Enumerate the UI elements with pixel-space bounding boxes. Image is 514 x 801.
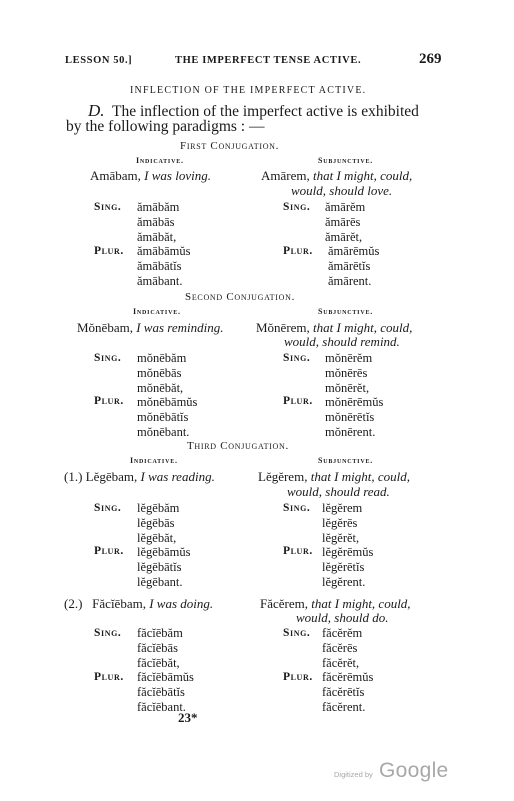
third-a-subjunctive-main [258, 469, 410, 485]
first-ind-translation: I was loving. [144, 168, 211, 183]
first-subj-sing-label: Sing. [283, 201, 311, 213]
form: făcĭēbāmŭs [137, 670, 194, 684]
first-subjunctive-main [261, 168, 412, 184]
third-b-ind-sing-label: Sing. [94, 627, 122, 639]
third-a-subj-plur-label: Plur. [283, 545, 313, 557]
form: lĕgēbant. [137, 575, 183, 589]
form: mŏnērēs [325, 366, 368, 380]
page-number: 269 [419, 51, 442, 67]
form: ămābant. [137, 274, 183, 288]
form: făcĕrent. [322, 700, 366, 714]
first-ind-sing-label: Sing. [94, 201, 122, 213]
form: făcĕrĕt, [322, 656, 360, 670]
form: lĕgĕrēs [322, 516, 358, 530]
third-a-subj-translation-2: would, should read. [287, 484, 390, 499]
third-a-ind-plur-label: Plur. [94, 545, 124, 557]
third-b-subjunctive-main-2 [296, 610, 388, 626]
third-a-indicative-main [64, 469, 215, 485]
form: mŏnērent. [325, 425, 376, 439]
form: mŏnēbātĭs [137, 410, 189, 424]
first-conjugation-heading: First Conjugation. [180, 140, 280, 152]
form: făcĭēbant. [137, 700, 186, 714]
third-a-subj-word: Lĕgĕrem, [258, 469, 308, 484]
form: ămārĕt, [325, 230, 363, 244]
form: ămābăm [137, 200, 180, 214]
third-b-ind-word: Făcĭēbam, [92, 596, 146, 611]
intro-label: D. [88, 101, 105, 120]
form: lĕgēbăm [137, 501, 180, 515]
form: făcĕrēs [322, 641, 358, 655]
form: lĕgĕrētĭs [322, 560, 365, 574]
third-b-subj-plur-label: Plur. [283, 671, 313, 683]
third-b-ind-translation: I was doing. [149, 596, 214, 611]
form: lĕgēbātĭs [137, 560, 182, 574]
third-subjunctive-head: Subjunctive. [318, 456, 374, 465]
running-header-title: THE IMPERFECT TENSE ACTIVE. [175, 55, 362, 66]
first-subj-plur-label: Plur. [283, 245, 313, 257]
form: mŏnērēmŭs [325, 395, 384, 409]
third-a-ind-sing-label: Sing. [94, 502, 122, 514]
form: lĕgĕrent. [322, 575, 366, 589]
third-indicative-head: Indicative. [130, 456, 178, 465]
first-ind-word: Amābam, [90, 168, 141, 183]
form: mŏnērētĭs [325, 410, 375, 424]
intro-line-2: by the following paradigms : — [66, 118, 265, 135]
signature-mark: 23* [178, 710, 198, 725]
third-a-number: (1.) [64, 469, 83, 484]
third-a-ind-translation: I was reading. [140, 469, 215, 484]
section-title: INFLECTION OF THE IMPERFECT ACTIVE. [130, 85, 367, 96]
second-ind-plur-label: Plur. [94, 395, 124, 407]
third-a-subj-sing-label: Sing. [283, 502, 311, 514]
watermark-logo: Google [379, 759, 449, 782]
form: lĕgēbăt, [137, 531, 177, 545]
second-conjugation-heading: Second Conjugation. [185, 291, 296, 303]
second-indicative-head: Indicative. [133, 307, 181, 316]
running-header-lesson: LESSON 50.] [65, 55, 133, 66]
form: mŏnērĕm [325, 351, 373, 365]
first-subj-translation-2: would, should love. [291, 183, 393, 198]
second-ind-translation: I was reminding. [136, 320, 224, 335]
first-subj-translation-1: that I might, could, [312, 168, 413, 183]
third-b-indicative-main [64, 596, 213, 612]
form: lĕgēbās [137, 516, 175, 530]
second-subjunctive-main-2 [284, 334, 400, 350]
form: ămārĕm [325, 200, 366, 214]
second-ind-sing-label: Sing. [94, 352, 122, 364]
third-b-number: (2.) [64, 596, 83, 611]
first-ind-plur-label: Plur. [94, 245, 124, 257]
form: lĕgĕrĕt, [322, 531, 360, 545]
form: ămābātĭs [137, 259, 182, 273]
third-a-subjunctive-main-2 [287, 484, 390, 500]
third-b-subj-translation-2: would, should do. [296, 610, 389, 625]
form: lĕgēbāmŭs [137, 545, 191, 559]
form: lĕgĕrem [322, 501, 363, 515]
second-indicative-main [77, 320, 224, 336]
second-ind-word: Mŏnēbam, [77, 320, 133, 335]
form: făcĭēbăm [137, 626, 183, 640]
form: ămārēmŭs [328, 244, 380, 258]
intro-text-1: The inflection of the imperfect active is exhibited [112, 103, 419, 120]
form: ămābāmŭs [137, 244, 191, 258]
form: făcĕrētĭs [322, 685, 365, 699]
third-b-subj-sing-label: Sing. [283, 627, 311, 639]
form: mŏnēbās [137, 366, 182, 380]
third-a-ind-word: Lĕgēbam, [85, 469, 138, 484]
second-subjunctive-head: Subjunctive. [318, 307, 374, 316]
form: ămārent. [328, 274, 372, 288]
first-subjunctive-main-2 [291, 183, 392, 199]
form: făcĭēbātĭs [137, 685, 185, 699]
second-subj-sing-label: Sing. [283, 352, 311, 364]
form: făcĭēbās [137, 641, 178, 655]
third-a-subj-translation-1: that I might, could, [310, 469, 410, 484]
form: ămārēs [325, 215, 361, 229]
second-subj-plur-label: Plur. [283, 395, 313, 407]
form: mŏnēbăt, [137, 381, 184, 395]
first-indicative-head: Indicative. [136, 156, 184, 165]
form: făcĭēbăt, [137, 656, 180, 670]
form: mŏnēbăm [137, 351, 187, 365]
second-subj-translation-2: would, should remind. [284, 334, 400, 349]
form: mŏnēbant. [137, 425, 190, 439]
first-subj-word: Amārem, [261, 168, 310, 183]
form: ămābās [137, 215, 175, 229]
form: ămābăt, [137, 230, 177, 244]
second-subj-word: Mŏnērem, [256, 320, 310, 335]
form: lĕgĕrēmŭs [322, 545, 374, 559]
third-conjugation-heading: Third Conjugation. [187, 440, 289, 452]
third-b-ind-plur-label: Plur. [94, 671, 124, 683]
watermark-prefix: Digitized by [334, 770, 373, 779]
form: făcĕrēmŭs [322, 670, 374, 684]
form: mŏnēbāmŭs [137, 395, 198, 409]
first-subjunctive-head: Subjunctive. [318, 156, 374, 165]
third-b-subj-translation-1: that I might, could, [311, 596, 411, 611]
first-indicative-main [90, 168, 211, 184]
form: mŏnērĕt, [325, 381, 370, 395]
second-subj-translation-1: that I might, could, [313, 320, 413, 335]
third-b-subj-word: Făcĕrem, [260, 596, 309, 611]
form: ămārētĭs [328, 259, 371, 273]
form: făcĕrĕm [322, 626, 363, 640]
